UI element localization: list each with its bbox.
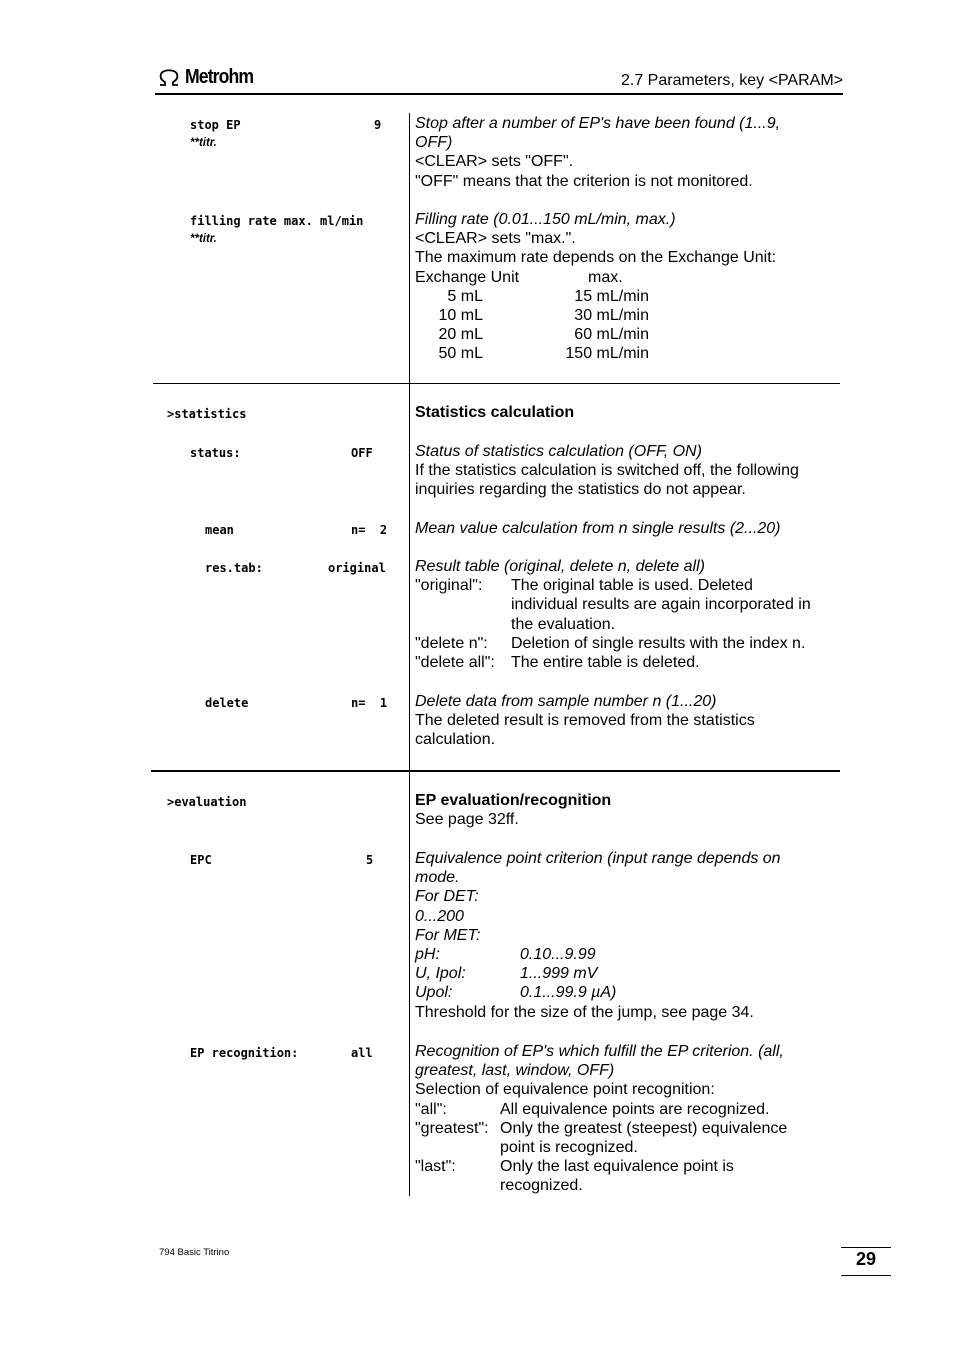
option-row <box>415 1157 845 1176</box>
desc-line: OFF) <box>415 134 453 152</box>
param-ep-recognition: EP recognition: <box>190 1046 299 1060</box>
desc-evaluation <box>415 791 845 829</box>
brand-name: Metrohm <box>185 66 254 88</box>
table-cell: 50 mL <box>438 345 483 363</box>
brand-logo <box>157 66 262 89</box>
column-divider <box>409 772 410 1196</box>
desc-line: The deleted result is removed from the statistics <box>415 712 755 730</box>
desc-line: Equivalence point criterion (input range depends on <box>415 850 781 867</box>
desc-line: If the statistics calculation is switched off, the following <box>415 462 799 480</box>
param-stop-ep-note: **titr. <box>190 137 217 149</box>
evaluation-heading: EP evaluation/recognition <box>415 792 612 809</box>
column-divider <box>409 384 410 771</box>
option-row <box>415 653 845 672</box>
option-row <box>415 576 845 595</box>
column-divider <box>409 113 410 383</box>
desc-line: Status of statistics calculation (OFF, ON) <box>415 443 702 460</box>
param-ep-recognition-value: all <box>351 1046 373 1060</box>
table-cell: 20 mL <box>438 326 483 344</box>
option-text: individual results are again incorporated in <box>511 596 811 614</box>
desc-line: <CLEAR> sets "OFF". <box>415 153 574 171</box>
table-row <box>415 287 845 306</box>
statistics-heading: Statistics calculation <box>415 404 575 421</box>
range-row <box>415 945 845 964</box>
option-row <box>415 615 845 634</box>
option-text: recognized. <box>500 1177 583 1195</box>
page-number-rule <box>841 1247 891 1248</box>
range-row <box>415 983 845 1002</box>
param-mean: mean <box>205 523 234 537</box>
desc-res-tab <box>415 557 845 672</box>
desc-stop-ep <box>415 114 845 191</box>
param-res-tab-value: original <box>328 561 386 575</box>
desc-line: Recognition of EP's which fulfill the EP criterion. (all, <box>415 1043 784 1060</box>
desc-line: See page 32ff. <box>415 811 519 829</box>
desc-line: Filling rate (0.01...150 mL/min, max.) <box>415 211 676 228</box>
range-value: 1...999 mV <box>520 965 598 983</box>
page-number-rule <box>841 1275 891 1276</box>
desc-line: inquiries regarding the statistics do not appear. <box>415 481 746 499</box>
desc-status <box>415 442 845 500</box>
table-row <box>415 344 845 363</box>
option-key: "greatest": <box>415 1119 489 1137</box>
option-row <box>415 634 845 653</box>
range-key: Upol: <box>415 984 453 1002</box>
page-number: 29 <box>855 1249 877 1269</box>
param-status: status: <box>190 446 241 460</box>
param-status-value: OFF <box>351 446 373 460</box>
table-header-cell: Exchange Unit <box>415 268 520 286</box>
footer-product: 794 Basic Titrino <box>159 1247 230 1258</box>
desc-line: calculation. <box>415 731 496 749</box>
option-text: point is recognized. <box>500 1138 638 1156</box>
menu-evaluation: >evaluation <box>167 795 247 809</box>
option-key: "original": <box>415 577 483 595</box>
option-text: The original table is used. Deleted <box>511 577 753 595</box>
desc-line: mode. <box>415 869 460 887</box>
option-text: Only the greatest (steepest) equivalence <box>500 1119 788 1137</box>
desc-filling-rate <box>415 210 845 364</box>
desc-line: Stop after a number of EP's have been found (1...9, <box>415 115 781 132</box>
option-key: "delete all": <box>415 653 495 671</box>
desc-mean: Mean value calculation from n single results (2...20) <box>415 520 781 537</box>
menu-statistics: >statistics <box>167 407 247 421</box>
option-key: "last": <box>415 1158 456 1176</box>
param-res-tab: res.tab: <box>205 561 263 575</box>
option-text: The entire table is deleted. <box>511 653 700 671</box>
desc-line: Selection of equivalence point recognition: <box>415 1081 715 1099</box>
range-row <box>415 964 845 983</box>
desc-line: Result table (original, delete n, delete all) <box>415 558 705 575</box>
option-row <box>415 595 845 614</box>
omega-icon <box>157 68 181 88</box>
table-cell: 150 mL/min <box>565 345 649 363</box>
desc-line: <CLEAR> sets "max.". <box>415 230 576 248</box>
param-delete: delete <box>205 696 249 710</box>
param-filling-rate-note: **titr. <box>190 233 217 245</box>
option-row <box>415 1119 845 1138</box>
section-separator <box>153 383 840 384</box>
table-cell: 60 mL/min <box>574 326 649 344</box>
option-text: the evaluation. <box>511 615 616 633</box>
range-key: pH: <box>415 946 440 964</box>
desc-line: For DET: <box>415 888 479 906</box>
desc-epc <box>415 849 845 1022</box>
param-filling-rate: filling rate max. ml/min <box>190 214 364 228</box>
param-mean-value: n= 2 <box>351 523 388 537</box>
section-separator <box>151 770 840 772</box>
desc-line: Threshold for the size of the jump, see page 34. <box>415 1003 754 1021</box>
option-key: "all": <box>415 1100 447 1118</box>
option-key: "delete n": <box>415 634 488 652</box>
option-text: Only the last equivalence point is <box>500 1158 734 1176</box>
table-cell: 10 mL <box>438 306 483 324</box>
param-epc: EPC <box>190 853 212 867</box>
param-stop-ep: stop EP <box>190 118 241 132</box>
section-title: 2.7 Parameters, key <PARAM> <box>620 72 843 89</box>
option-row <box>415 1138 845 1157</box>
range-value: 0.1...99.9 µA) <box>520 984 617 1002</box>
table-row <box>415 306 845 325</box>
header-rule <box>155 93 843 95</box>
option-row <box>415 1100 845 1119</box>
desc-delete <box>415 692 845 750</box>
table-header-cell: max. <box>588 268 623 286</box>
param-stop-ep-value: 9 <box>374 118 382 132</box>
desc-line: 0...200 <box>415 907 464 925</box>
desc-ep-recognition <box>415 1042 845 1196</box>
range-key: U, Ipol: <box>415 965 466 983</box>
option-text: Deletion of single results with the index n. <box>511 634 806 652</box>
table-cell: 15 mL/min <box>574 287 649 305</box>
table-cell: 5 mL <box>447 287 483 305</box>
param-epc-value: 5 <box>366 853 374 867</box>
param-delete-value: n= 1 <box>351 696 388 710</box>
desc-line: Delete data from sample number n (1...20) <box>415 693 717 710</box>
option-row <box>415 1176 845 1195</box>
exchange-table-header <box>415 268 845 287</box>
option-text: All equivalence points are recognized. <box>500 1100 770 1118</box>
desc-line: greatest, last, window, OFF) <box>415 1062 615 1080</box>
table-cell: 30 mL/min <box>574 306 649 324</box>
desc-line: For MET: <box>415 926 481 944</box>
desc-line: "OFF" means that the criterion is not monitored. <box>415 172 753 190</box>
table-row <box>415 325 845 344</box>
desc-line: The maximum rate depends on the Exchange Unit: <box>415 249 777 267</box>
range-value: 0.10...9.99 <box>520 946 596 964</box>
